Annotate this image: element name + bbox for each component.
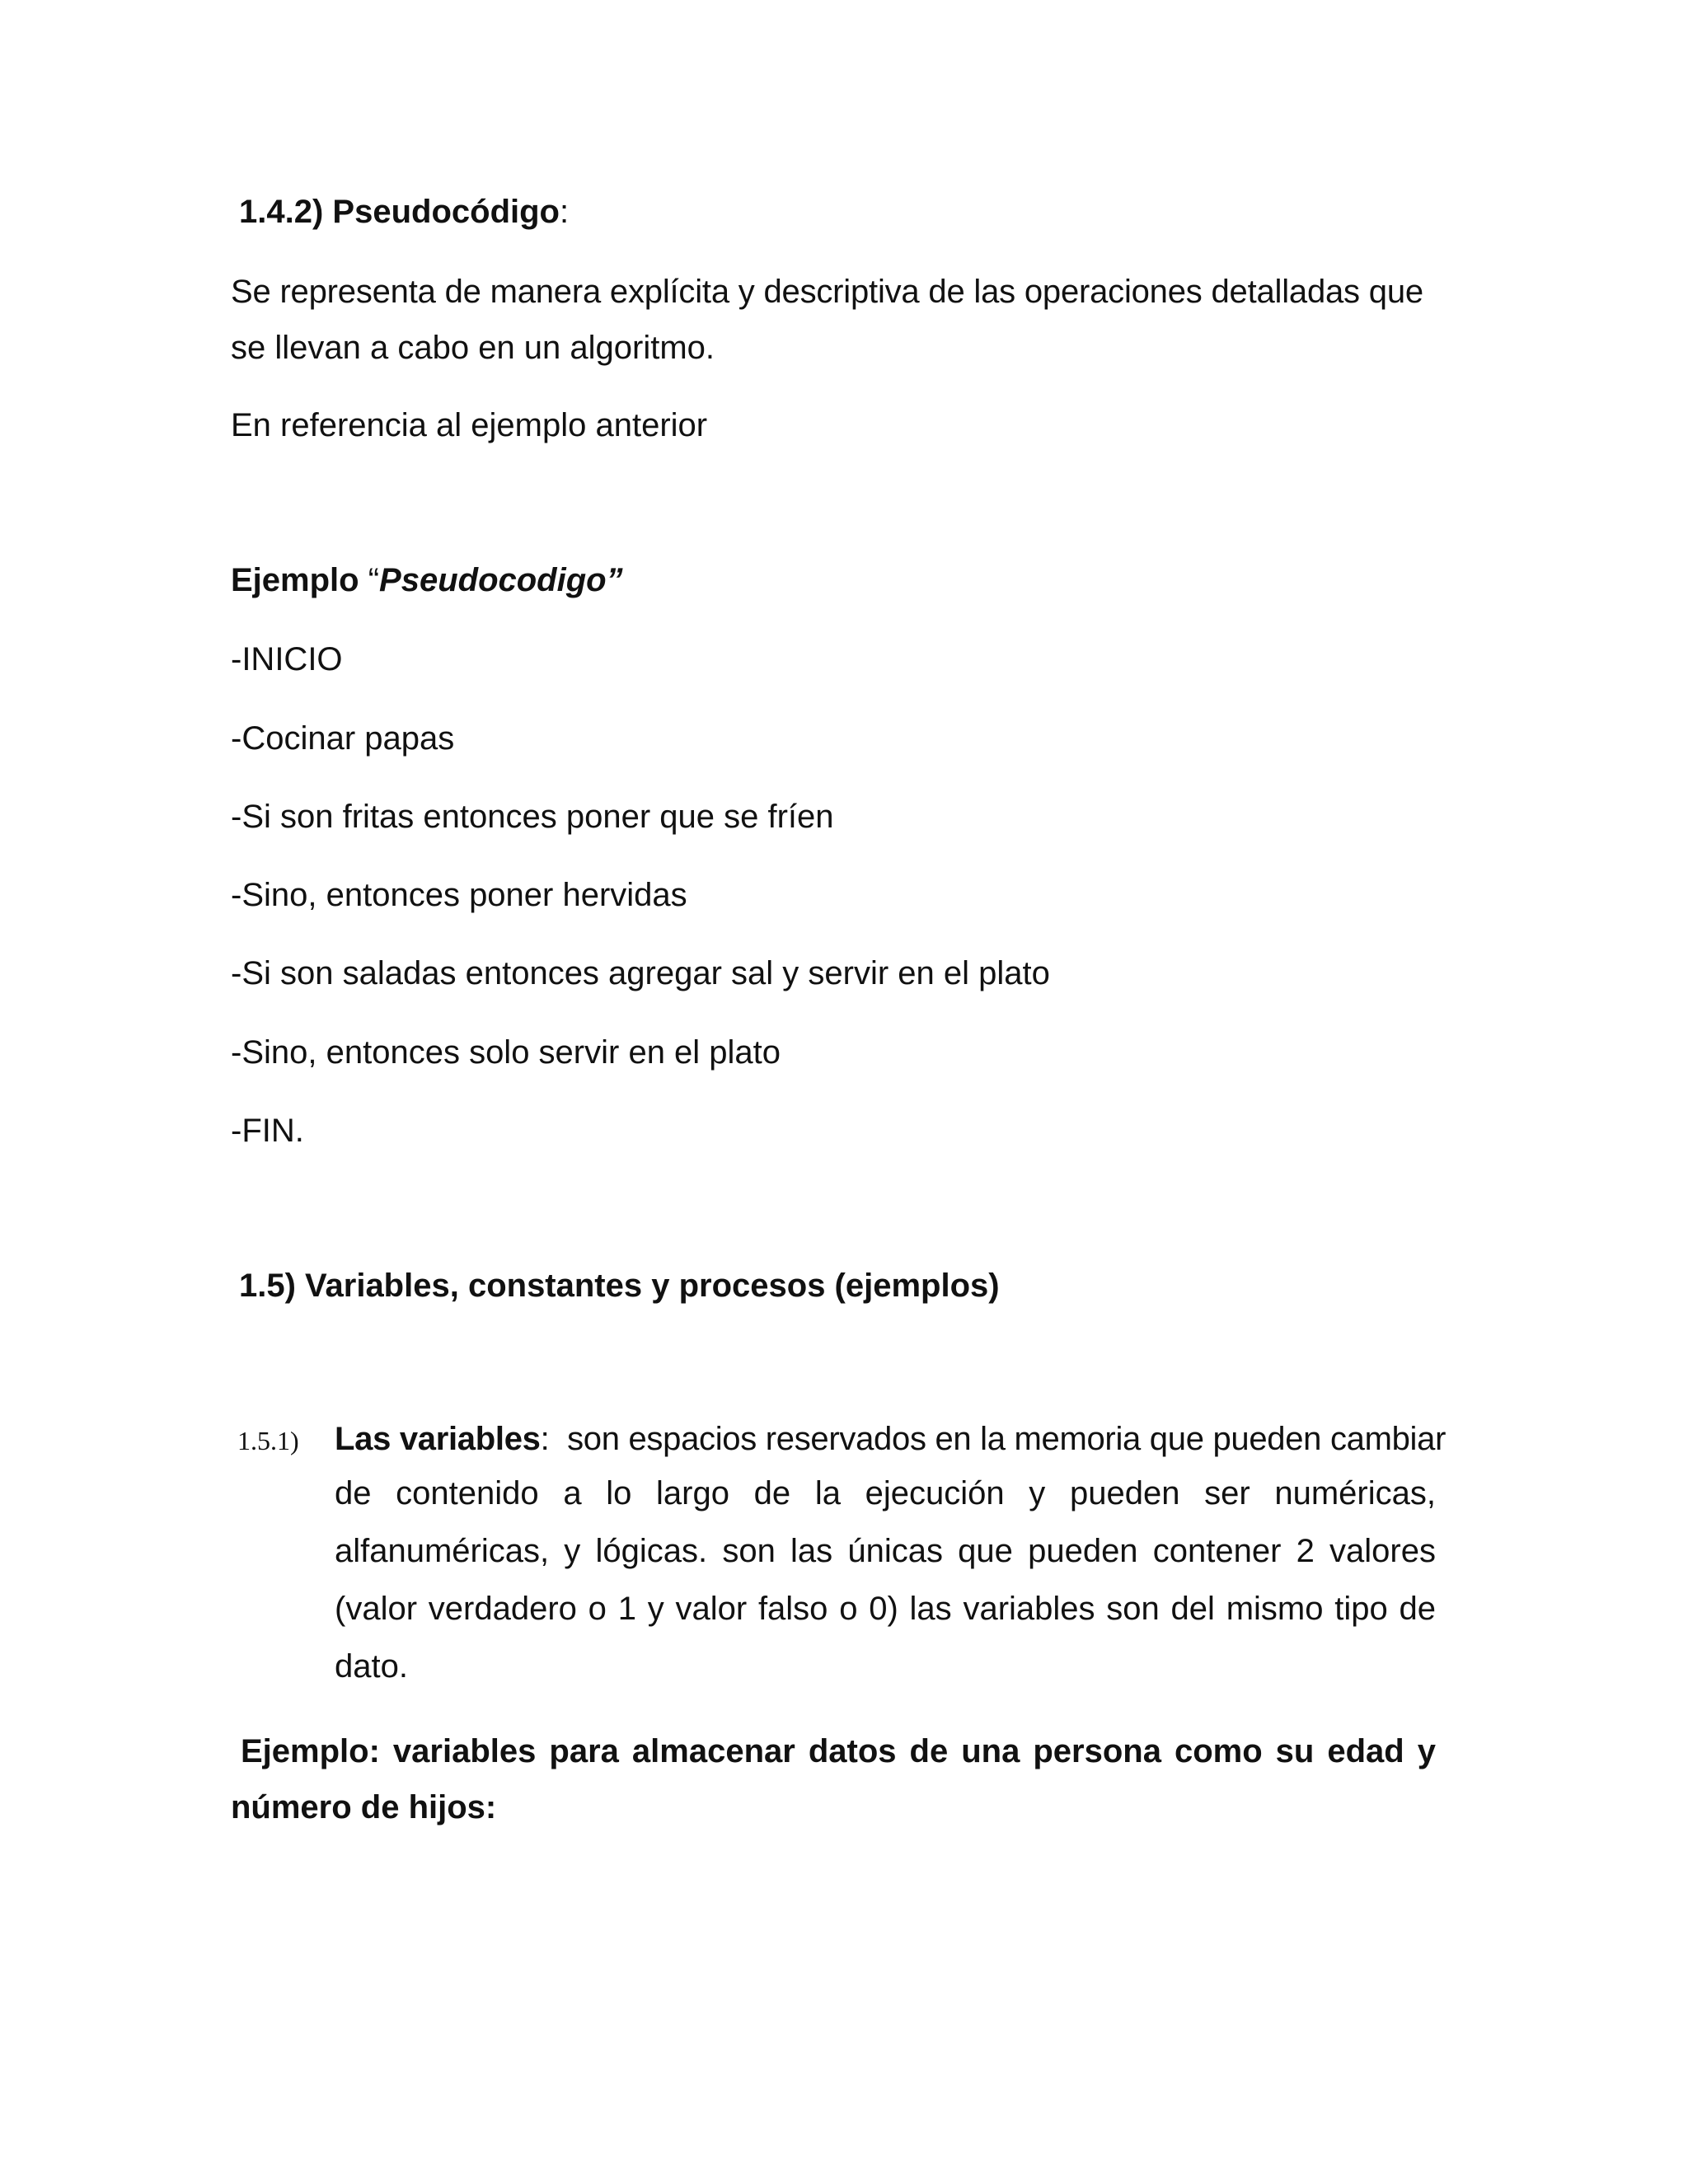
variables-first-line [335,1419,1446,1459]
section-heading-1-5: 1.5) Variables, constantes y procesos (ejemplos) [239,1268,1000,1304]
example-title: Pseudocodigo” [379,562,623,598]
step-sino-hervidas: -Sino, entonces poner hervidas [231,877,687,913]
heading-number: 1.4.2) [239,194,324,230]
intro-line-2: se llevan a cabo en un algoritmo. [231,330,715,366]
step-cocinar: -Cocinar papas [231,720,455,757]
step-inicio: -INICIO [231,641,343,677]
heading-colon: : [560,194,570,230]
example-variables: Ejemplo: variables para almacenar datos de una persona como su edad y número de hijos: [231,1733,1436,1825]
variables-term: Las variables [335,1421,541,1457]
variables-first-line-rest: son espacios reservados en la memoria que pueden cambiar [567,1421,1447,1457]
section-number-1-5-1: 1.5.1) [237,1426,299,1455]
variables-body: de contenido a lo largo de la ejecución y pueden ser numéricas, alfanuméricas, y lógicas. son las únicas que pueden contener 2 valores (valor verdadero o 1 y valor falso o 0) las variables son del mismo tipo de dato. [335,1475,1436,1685]
example-label: Ejemplo [231,562,368,598]
intro-line-1: Se representa de manera explícita y descriptiva de las operaciones detalladas que [231,274,1423,310]
heading-title: Pseudocódigo [332,194,560,230]
step-sino-servir: -Sino, entonces solo servir en el plato [231,1034,781,1071]
step-si-fritas: -Si son fritas entonces poner que se fríen [231,799,834,835]
variables-colon: : [540,1421,550,1457]
step-fin: -FIN. [231,1113,304,1149]
example-heading [231,560,623,600]
step-si-saladas: -Si son saladas entonces agregar sal y servir en el plato [231,955,1050,991]
section-heading-1-4-2 [239,192,569,232]
example-quote-open: “ [368,562,380,598]
intro-reference: En referencia al ejemplo anterior [231,407,708,443]
